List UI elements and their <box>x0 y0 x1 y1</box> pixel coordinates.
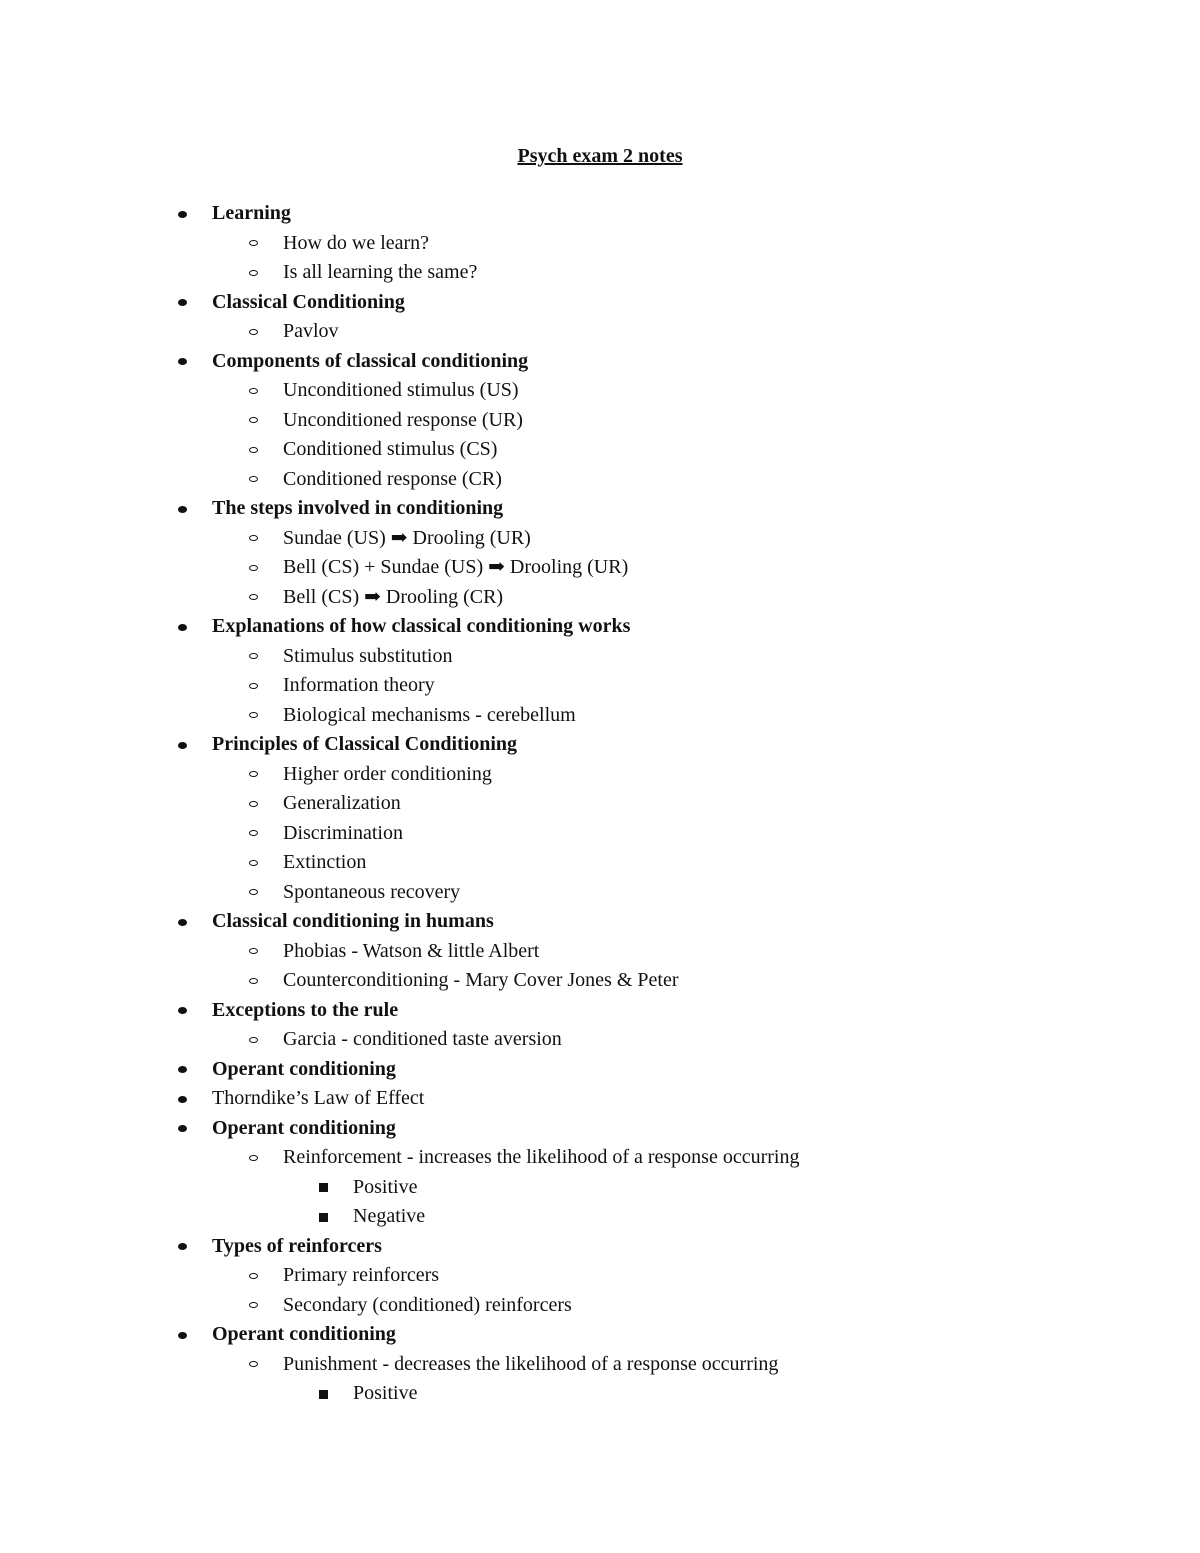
outline-item-text: Conditioned stimulus (CS) <box>283 438 498 460</box>
outline-item-text: The steps involved in conditioning <box>212 497 504 519</box>
outline-list-item <box>0 406 1100 436</box>
outline-heading-item <box>0 1084 1100 1114</box>
filled-circle-bullet-icon <box>178 919 187 926</box>
outline-item-text: Punishment - decreases the likelihood of a response occurring <box>283 1352 779 1375</box>
outline-list-item <box>0 701 1100 731</box>
outline-list-item <box>0 435 1100 465</box>
hollow-circle-bullet-icon <box>249 1273 258 1279</box>
outline-item-text: Classical conditioning in humans <box>212 910 494 932</box>
outline-item-text: Principles of Classical Conditioning <box>212 733 518 755</box>
outline-item-text: Bell (CS) + Sundae (US) ➡ Drooling (UR) <box>283 556 629 578</box>
hollow-circle-bullet-icon <box>249 801 258 807</box>
outline-list-item <box>0 937 1100 967</box>
outline-heading-item <box>0 347 1100 377</box>
filled-circle-bullet-icon <box>178 1066 187 1073</box>
outline-item-text: Unconditioned stimulus (US) <box>283 379 519 401</box>
hollow-circle-bullet-icon <box>249 1037 258 1043</box>
outline-list-item <box>0 819 1100 849</box>
outline-item-text: Operant conditioning <box>212 1057 396 1080</box>
outline-item-text: Extinction <box>283 851 367 873</box>
hollow-circle-bullet-icon <box>249 1302 258 1308</box>
hollow-circle-bullet-icon <box>249 594 258 600</box>
filled-circle-bullet-icon <box>178 1332 187 1339</box>
outline-item-text: Primary reinforcers <box>283 1264 440 1286</box>
hollow-circle-bullet-icon <box>249 388 258 394</box>
outline-heading-item <box>0 1320 1100 1350</box>
outline-list-item <box>0 760 1100 790</box>
outline-item-text: Information theory <box>283 674 435 696</box>
outline-item-text: Positive <box>353 1175 418 1198</box>
square-bullet-icon <box>319 1183 328 1192</box>
outline-item-text: Explanations of how classical conditioning works <box>212 615 631 637</box>
hollow-circle-bullet-icon <box>249 771 258 777</box>
hollow-circle-bullet-icon <box>249 860 258 866</box>
hollow-circle-bullet-icon <box>249 1361 258 1367</box>
filled-circle-bullet-icon <box>178 506 187 513</box>
outline-item-text: Counterconditioning - Mary Cover Jones & Peter <box>283 969 679 991</box>
outline-list-item <box>0 376 1100 406</box>
outline-item-text: Thorndike’s Law of Effect <box>212 1087 425 1109</box>
filled-circle-bullet-icon <box>178 299 187 306</box>
outline-list-item <box>0 1173 1100 1203</box>
outline-list-item <box>0 1143 1100 1173</box>
outline-item-text: Operant conditioning <box>212 1323 396 1345</box>
outline-item-text: Learning <box>212 202 291 224</box>
outline-item-text: Negative <box>353 1205 426 1227</box>
outline-item-text: Reinforcement - increases the likelihood of a response occurring <box>283 1146 800 1168</box>
hollow-circle-bullet-icon <box>249 329 258 335</box>
outline-heading-item <box>0 1232 1100 1262</box>
outline-item-text: Stimulus substitution <box>283 644 453 667</box>
outline-heading-item <box>0 996 1100 1026</box>
notes-outline <box>0 199 1100 1409</box>
hollow-circle-bullet-icon <box>249 712 258 718</box>
outline-heading-item <box>0 612 1100 642</box>
filled-circle-bullet-icon <box>178 624 187 631</box>
hollow-circle-bullet-icon <box>249 889 258 895</box>
hollow-circle-bullet-icon <box>249 948 258 954</box>
hollow-circle-bullet-icon <box>249 683 258 689</box>
outline-list-item <box>0 524 1100 554</box>
outline-list-item <box>0 553 1100 583</box>
outline-list-item <box>0 1025 1100 1055</box>
hollow-circle-bullet-icon <box>249 535 258 541</box>
outline-list-item <box>0 229 1100 259</box>
outline-item-text: Sundae (US) ➡ Drooling (UR) <box>283 526 531 549</box>
filled-circle-bullet-icon <box>178 358 187 365</box>
filled-circle-bullet-icon <box>178 1007 187 1014</box>
outline-item-text: Components of classical conditioning <box>212 349 529 372</box>
hollow-circle-bullet-icon <box>249 565 258 571</box>
hollow-circle-bullet-icon <box>249 830 258 836</box>
outline-item-text: Phobias - Watson & little Albert <box>283 939 540 962</box>
filled-circle-bullet-icon <box>178 1243 187 1250</box>
hollow-circle-bullet-icon <box>249 978 258 984</box>
outline-item-text: Discrimination <box>283 821 403 844</box>
outline-item-text: Higher order conditioning <box>283 762 492 785</box>
outline-heading-item <box>0 730 1100 760</box>
outline-item-text: Spontaneous recovery <box>283 880 461 903</box>
outline-item-text: Pavlov <box>283 320 339 342</box>
hollow-circle-bullet-icon <box>249 1155 258 1161</box>
outline-heading-item <box>0 199 1100 229</box>
outline-item-text: Secondary (conditioned) reinforcers <box>283 1293 572 1316</box>
outline-item-text: Exceptions to the rule <box>212 998 399 1021</box>
outline-list-item <box>0 671 1100 701</box>
outline-list-item <box>0 1379 1100 1409</box>
outline-item-text: Operant conditioning <box>212 1116 396 1139</box>
outline-list-item <box>0 1261 1100 1291</box>
square-bullet-icon <box>319 1390 328 1399</box>
outline-heading-item <box>0 1114 1100 1144</box>
outline-item-text: Bell (CS) ➡ Drooling (CR) <box>283 585 504 608</box>
filled-circle-bullet-icon <box>178 1125 187 1132</box>
outline-list-item <box>0 317 1100 347</box>
filled-circle-bullet-icon <box>178 211 187 218</box>
outline-list-item <box>0 258 1100 288</box>
outline-item-text: Types of reinforcers <box>212 1234 382 1257</box>
outline-list-item <box>0 1350 1100 1380</box>
outline-list-item <box>0 583 1100 613</box>
outline-list-item <box>0 789 1100 819</box>
outline-list-item <box>0 465 1100 495</box>
outline-item-text: Garcia - conditioned taste aversion <box>283 1028 562 1050</box>
outline-heading-item <box>0 494 1100 524</box>
hollow-circle-bullet-icon <box>249 417 258 423</box>
outline-item-text: Unconditioned response (UR) <box>283 408 523 431</box>
outline-item-text: Biological mechanisms - cerebellum <box>283 703 576 726</box>
outline-heading-item <box>0 1055 1100 1085</box>
hollow-circle-bullet-icon <box>249 447 258 453</box>
outline-list-item <box>0 1291 1100 1321</box>
outline-item-text: How do we learn? <box>283 231 430 254</box>
filled-circle-bullet-icon <box>178 742 187 749</box>
hollow-circle-bullet-icon <box>249 240 258 246</box>
outline-item-text: Generalization <box>283 792 401 814</box>
outline-heading-item <box>0 288 1100 318</box>
outline-heading-item <box>0 907 1100 937</box>
outline-item-text: Positive <box>353 1382 418 1404</box>
outline-list-item <box>0 848 1100 878</box>
hollow-circle-bullet-icon <box>249 653 258 659</box>
outline-item-text: Classical Conditioning <box>212 290 405 313</box>
outline-item-text: Is all learning the same? <box>283 261 478 283</box>
hollow-circle-bullet-icon <box>249 270 258 276</box>
hollow-circle-bullet-icon <box>249 476 258 482</box>
outline-list-item <box>0 966 1100 996</box>
outline-item-text: Conditioned response (CR) <box>283 467 502 490</box>
filled-circle-bullet-icon <box>178 1096 187 1103</box>
document-title: Psych exam 2 notes <box>517 145 683 167</box>
outline-list-item <box>0 642 1100 672</box>
outline-list-item <box>0 878 1100 908</box>
square-bullet-icon <box>319 1213 328 1222</box>
outline-list-item <box>0 1202 1100 1232</box>
